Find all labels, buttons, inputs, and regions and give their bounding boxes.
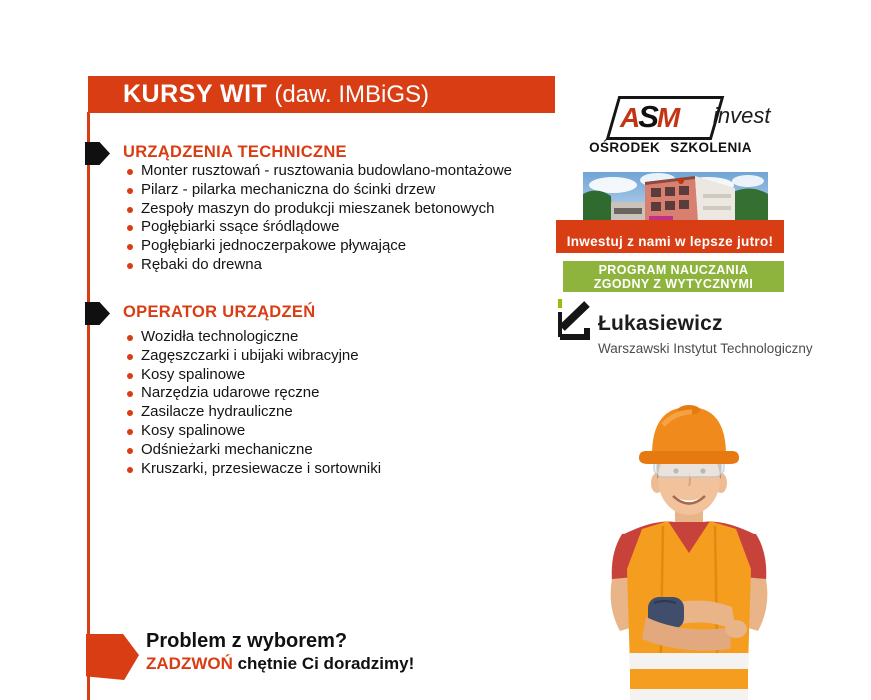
footer-cta: ZADZWOŃ xyxy=(146,654,233,673)
program-banner-line2: ZGODNY Z WYTYCZNYMI xyxy=(593,276,754,291)
list-item: Pilarz - pilarka mechaniczna do ścinki drzew xyxy=(124,181,512,200)
list-item: Zasilacze hydrauliczne xyxy=(124,403,381,422)
asm-letter-a: A xyxy=(620,102,639,133)
asm-subtitle: OŚRODEK SZKOLENIA xyxy=(589,140,752,155)
left-accent-rail xyxy=(87,112,90,700)
invest-banner-text: Inwestuj z nami w lepsze jutro! xyxy=(566,234,774,249)
section-arrow-icon xyxy=(85,142,110,165)
list-item: Narzędzia udarowe ręczne xyxy=(124,384,381,403)
page-title: KURSY WIT xyxy=(123,80,268,108)
program-banner-line1: PROGRAM NAUCZANIA xyxy=(598,262,749,277)
page-title-suffix: (daw. IMBiGS) xyxy=(274,80,430,108)
list-item: Odśnieżarki mechaniczne xyxy=(124,441,381,460)
footer-question: Problem z wyborem? xyxy=(146,630,348,652)
program-banner xyxy=(563,261,784,292)
section-heading-operator: OPERATOR URZĄDZEŃ xyxy=(123,303,316,321)
operator-list xyxy=(124,328,381,478)
asm-letter-m: M xyxy=(656,102,679,133)
invest-banner xyxy=(556,220,784,253)
list-item: Wozidła technologiczne xyxy=(124,328,381,347)
list-item: Rębaki do drewna xyxy=(124,256,512,275)
urzadzenia-list xyxy=(124,162,512,275)
list-item: Pogłębiarki ssące śródlądowe xyxy=(124,218,512,237)
list-item: Kosy spalinowe xyxy=(124,422,381,441)
list-item: Zagęszczarki i ubijaki wibracyjne xyxy=(124,347,381,366)
list-item: Kruszarki, przesiewacze i sortowniki xyxy=(124,460,381,479)
lukasiewicz-subtitle: Warszawski Instytut Technologiczny xyxy=(598,341,813,356)
header-bar xyxy=(88,76,555,113)
lukasiewicz-logo-icon xyxy=(549,297,595,345)
asm-letter-s: S xyxy=(638,99,657,134)
asm-invest-wordmark: invest xyxy=(713,103,771,128)
footer-answer-text: chętnie Ci doradzimy! xyxy=(232,654,415,673)
section-arrow-icon xyxy=(85,302,110,325)
lukasiewicz-name: Łukasiewicz xyxy=(598,312,723,335)
asm-logo-letters xyxy=(620,99,678,135)
footer-arrow-icon xyxy=(86,634,139,680)
list-item: Pogłębiarki jednoczerpakowe pływające xyxy=(124,237,512,256)
list-item: Monter rusztowań - rusztowania budowlano-montażowe xyxy=(124,162,512,181)
list-item: Zespoły maszyn do produkcji mieszanek betonowych xyxy=(124,200,512,219)
list-item: Kosy spalinowe xyxy=(124,366,381,385)
construction-worker-photo xyxy=(562,401,847,700)
section-heading-urzadzenia: URZĄDZENIA TECHNICZNE xyxy=(123,143,347,161)
footer-answer xyxy=(146,654,414,674)
